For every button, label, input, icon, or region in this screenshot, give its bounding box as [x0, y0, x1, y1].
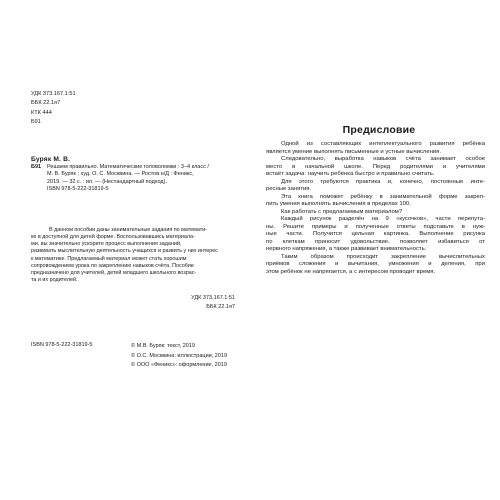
annotation	[31, 227, 237, 284]
annotation-line: предназначено для учителей, детей младшего школьного возрас-	[31, 269, 197, 276]
udk-code: УДК 373.167.1:51	[191, 295, 235, 301]
annotation-line: ке в доступной для детей форме. Воспользовавшись материала-	[31, 234, 195, 241]
bib-line	[31, 164, 237, 171]
udk-code: УДК 373.167.1:51	[31, 91, 76, 97]
preface-line: по клеткам приносит удовольствие, позволяет избавиться от	[266, 238, 485, 245]
preface-line: ные части. Получится цельная картинка. Выполнение рисунка	[266, 231, 485, 237]
preface-line: Таким образом происходит закрепление вычислительных	[281, 253, 485, 260]
preface-paragraph	[266, 141, 485, 156]
author-heading: Буряк М. В.	[31, 156, 71, 163]
annotation-line: та и их родителей.	[31, 277, 78, 284]
bbk-code: ББК 22.1я7	[31, 100, 61, 107]
preface-line: приёмов сложения и вычитания, умножения и деления, при	[266, 261, 485, 267]
preface-page	[250, 0, 500, 500]
preface-line: встаёт задача: научить ребёнка быстро и правильно считать.	[266, 171, 435, 177]
preface-line: этом ребёнок не напрягается, а с интересом проводит время.	[266, 268, 436, 275]
preface-line: Как работать с предлагаемым материалом?	[281, 208, 403, 215]
preface-line: Эта книга поможет ребёнку в занимательной форме закреп-	[281, 193, 485, 200]
preface-line: ны. Решите примеры и полученные ответы подставьте в нуж-	[266, 223, 485, 230]
udk-header	[31, 90, 76, 127]
copyright-line: © О.С. Москвина: иллюстрации, 2019	[131, 352, 228, 359]
preface-title: Предисловие	[342, 124, 416, 136]
bib-line-text: Решаем правильно. Математические головоломки : 3–4 класс /	[47, 164, 209, 170]
bib-line: 2019. — 32 с. : ил. — (Нестандартный подход).	[47, 178, 167, 185]
annotation-line: сопровождением урока по закреплению навыков счёта. Пособие	[31, 262, 194, 269]
ktk-code: КТК 444	[31, 109, 52, 116]
preface-body	[266, 141, 485, 276]
bib-code: Б91	[31, 164, 42, 170]
preface-paragraph	[266, 179, 485, 194]
bbk-code: ББК 22.1я7	[206, 304, 235, 310]
preface-line: ресные занятия.	[266, 186, 312, 192]
annotation-line: В данном пособии даны занимательные задания по математи-	[49, 227, 208, 233]
preface-line: Каждый рисунок разделён на 9 «кусочков», части перепута-	[281, 216, 485, 222]
copyright-line: © М.В. Буряк: текст, 2019	[131, 343, 195, 349]
annotation-line: к математике. Предлагаемый материал может стать хорошим	[31, 255, 187, 262]
preface-line: Следовательно, выработка навыков счёта занимает особое	[281, 156, 485, 162]
udk-footer	[191, 294, 235, 312]
preface-paragraph	[266, 254, 485, 277]
copyright-block	[131, 342, 227, 371]
preface-line: Для этого требуются практика и, конечно, постоянные инте-	[281, 178, 485, 185]
preface-line: является умение выполнять письменные и устные вычисления.	[266, 148, 442, 155]
copyright-line: © ООО «Феникс»: оформление, 2019	[131, 362, 227, 369]
preface-paragraph	[266, 216, 485, 254]
author-mark: Б91	[31, 118, 41, 125]
bib-line: М. В. Буряк ; худ. О. С. Москвина. — Ростов н/Д : Феникс,	[47, 171, 194, 178]
preface-line: Одной из составляющих интеллектуального развития ребёнка	[281, 141, 485, 147]
annotation-line: развивать мыслительную деятельность учащихся и развить у них интерес	[31, 248, 218, 255]
preface-line: нервного напряжения, а также развивает внимательность.	[266, 246, 427, 252]
preface-paragraph	[266, 194, 485, 209]
preface-line: пить умения выполнять вычисления в пределах 100.	[266, 201, 411, 207]
bib-isbn: ISBN 978-5-222-31819-5	[47, 185, 109, 192]
preface-line: место в начальной школе. Перед родителями и учителями	[266, 163, 485, 170]
preface-paragraph	[266, 156, 485, 179]
preface-paragraph	[266, 209, 485, 217]
isbn: ISBN 978-5-222-31819-5	[31, 342, 93, 348]
annotation-line: ми, вы значительно ускорите процесс выполнения заданий,	[31, 241, 182, 248]
bibliographic-record	[31, 164, 237, 193]
